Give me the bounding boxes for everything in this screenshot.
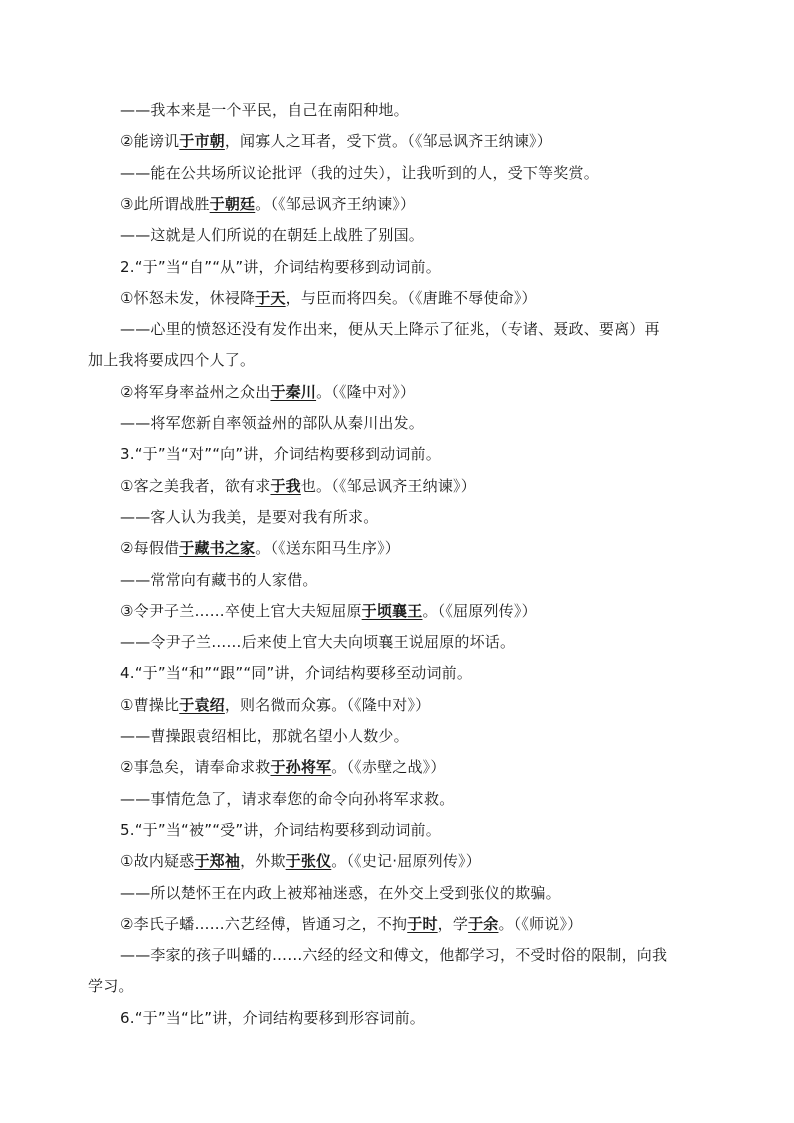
text-segment: ，闻寡人之耳者，受下赏。（《邹忌讽齐王纳谏》） [224,132,552,150]
text-segment: ①故内疑惑 [120,852,195,870]
highlighted-phrase: 于秦川 [270,383,317,401]
highlighted-phrase: 于我 [270,477,301,495]
text-line [120,413,424,433]
text-segment: 。（《送东阳马生序》） [255,539,400,557]
text-segment: ②李氏子蟠……六艺经傅，皆通习之，不拘 [120,915,408,933]
highlighted-phrase: 于天 [255,289,286,307]
text-line [120,100,409,120]
text-line [120,914,582,934]
text-line [120,820,441,840]
text-segment: 。（《隆中对》） [316,383,416,401]
highlighted-phrase: 于时 [407,915,438,933]
text-segment: ①怀怒未发，休祲降 [120,289,256,307]
text-segment: 。（《邹忌讽齐王纳谏》） [255,195,416,213]
text-segment: ，与臣而将四矣。（《唐雎不辱使命》） [285,289,537,307]
text-line [120,851,481,871]
text-segment: 3.“于”当“对”“向”讲，介词结构要移到动词前。 [120,445,441,463]
highlighted-phrase: 于张仪 [285,852,332,870]
text-line [120,601,537,621]
text-segment: 加上我将要成四个人了。 [88,351,256,369]
text-segment: 5.“于”当“被”“受”讲，介词结构要移到动词前。 [120,821,441,839]
text-segment: 2.“于”当“自”“从”讲，介词结构要移到动词前。 [120,258,441,276]
text-segment: ②能谤讥 [120,132,180,150]
text-segment: 也。（《邹忌讽齐王纳谏》） [300,477,476,495]
text-line [120,257,441,277]
text-line [120,131,552,151]
text-line [120,570,318,590]
text-segment: ——客人认为我美，是要对我有所求。 [120,508,379,526]
highlighted-phrase: 于市朝 [179,132,225,150]
text-line [88,976,134,996]
text-line [120,883,561,903]
text-segment: ——事情危急了，请求奉您的命令向孙将军求救。 [120,790,455,808]
text-segment: ——曹操跟袁绍相比，那就名望小人数少。 [120,727,409,745]
text-line [120,663,472,683]
text-line [120,507,378,527]
highlighted-phrase: 于朝廷 [209,195,256,213]
text-segment: 。（《赤壁之战》） [331,758,446,776]
text-line [120,225,424,245]
text-segment: 。（《师说》） [498,915,583,933]
text-segment: ②事急矣，请奉命求救 [120,758,271,776]
text-segment: ③此所谓战胜 [120,195,210,213]
text-line [88,350,255,370]
highlighted-phrase: 于余 [468,915,499,933]
text-line [120,538,400,558]
text-line [120,695,430,715]
text-line [120,476,476,496]
text-segment: ——所以楚怀王在内政上被郑袖迷惑，在外交上受到张仪的欺骗。 [120,884,561,902]
text-segment: ，学 [437,915,469,933]
text-line [120,288,537,308]
text-line [120,163,599,183]
text-segment: 4.“于”当“和”“跟”“同”讲，介词结构要移至动词前。 [120,664,473,682]
text-segment: ——心里的愤怒还没有发作出来，便从天上降示了征兆，（专诸、聂政、要离）再 [120,320,660,338]
text-segment: ②将军身率益州之众出 [120,383,271,401]
text-segment: ，外欺 [240,852,286,870]
highlighted-phrase: 于孙将军 [270,758,332,776]
text-line [120,319,660,339]
text-segment: 6.“于”当“比”讲，介词结构要移到形容词前。 [120,1009,425,1027]
text-segment: ②每假借 [120,539,180,557]
text-segment: 。（《史记·屈原列传》） [331,852,481,870]
text-line [120,632,515,652]
text-segment: ——李家的孩子叫蟠的……六经的经文和傅文，他都学习，不受时俗的限制，向我 [120,946,668,964]
text-line [120,789,454,809]
highlighted-phrase: 于郑袖 [194,852,241,870]
text-line [120,382,415,402]
text-line [120,444,441,464]
text-line [120,194,415,214]
text-segment: 。（《屈原列传》） [422,602,537,620]
highlighted-phrase: 于藏书之家 [179,539,256,557]
text-segment: ，则名微而众寡。（《隆中对》） [224,696,431,714]
text-segment: ③令尹子兰……卒使上官大夫短屈原 [120,602,362,620]
text-segment: ①曹操比 [120,696,180,714]
text-segment: ——令尹子兰……后来使上官大夫向顷襄王说屈原的坏话。 [120,633,516,651]
text-segment: ——能在公共场所议论批评（我的过失），让我听到的人，受下等奖赏。 [120,164,599,182]
text-line [120,1008,425,1028]
highlighted-phrase: 于袁绍 [179,696,225,714]
text-segment: ——这就是人们所说的在朝廷上战胜了别国。 [120,226,425,244]
highlighted-phrase: 于顷襄王 [361,602,423,620]
text-segment: ——我本来是一个平民，自己在南阳种地。 [120,101,409,119]
text-segment: 学习。 [88,977,134,995]
text-segment: ——常常向有藏书的人家借。 [120,571,318,589]
text-line [120,757,446,777]
text-segment: ——将军您新自率领益州的部队从秦川出发。 [120,414,425,432]
text-segment: ①客之美我者，欲有求 [120,477,271,495]
text-line [120,945,667,965]
text-line [120,726,409,746]
